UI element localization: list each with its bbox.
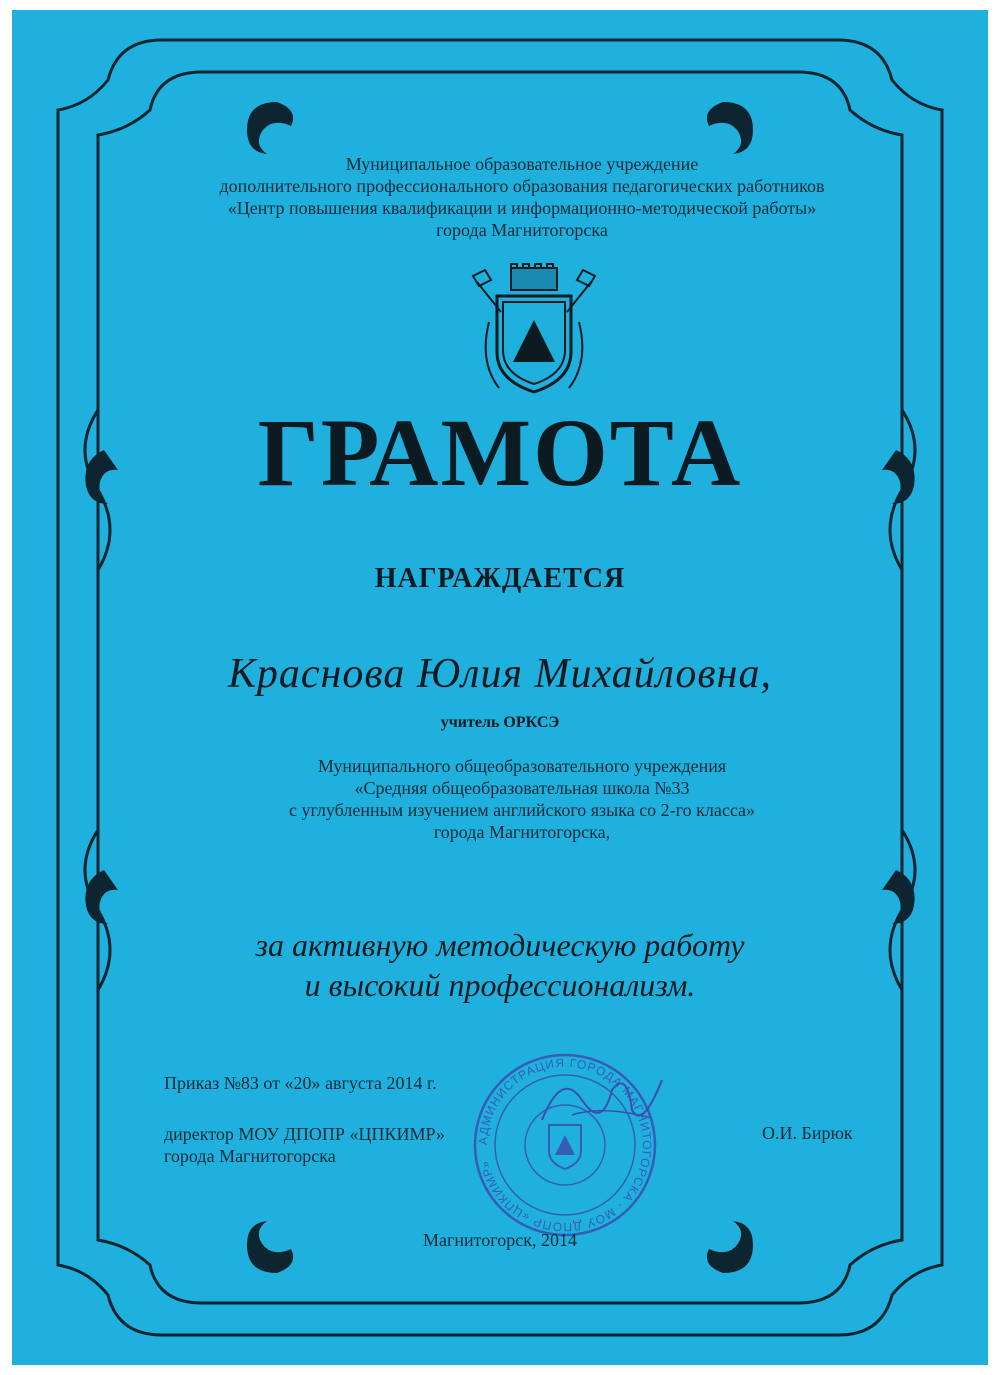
place-and-date: Магнитогорск, 2014 [423,1230,577,1250]
order-reference: Приказ №83 от «20» августа 2014 г. [164,1073,437,1093]
school-line-2: «Средняя общеобразовательная школа №33 [354,778,690,798]
document-title: ГРАМОТА [257,399,743,506]
director-block [164,1123,445,1167]
reason-line-2: и высокий профессионализм. [304,967,696,1003]
certificate-sheet [12,10,988,1365]
director-city: города Магнитогорска [164,1146,336,1166]
header-line-2: дополнительного профессионального образования педагогических работников [219,176,825,196]
award-reason [12,925,988,1005]
school-line-3: с углубленным изучением английского языка со 2-го класса» [288,800,756,820]
signatory-name: О.И. Бирюк [762,1123,853,1143]
recipient-position: учитель ОРКСЭ [440,714,560,731]
school-line-1: Муниципального общеобразовательного учреждения [317,756,727,776]
header-line-3: «Центр повышения квалификации и информационно-методической работы» [227,198,817,218]
reason-line-1: за активную методическую работу [255,927,745,963]
city-emblem [469,262,599,402]
stamp-text: АДМИНИСТРАЦИЯ ГОРОДА МАГНИТОГОРСКА · МОУ ДПОПР «ЦПКИМР» [475,1055,655,1235]
header-line-4: города Магнитогорска [436,220,608,240]
school-block [202,755,842,843]
handwritten-signature [532,1060,672,1140]
recipient-name: Краснова Юлия Михайловна, [228,651,772,697]
school-line-4: города Магнитогорска, [433,822,611,842]
organization-header [152,153,892,241]
header-line-1: Муниципальное образовательное учреждение [345,154,699,174]
awarded-label: НАГРАЖДАЕТСЯ [374,563,626,594]
director-title: директор МОУ ДПОПР «ЦПКИМР» [164,1124,445,1144]
